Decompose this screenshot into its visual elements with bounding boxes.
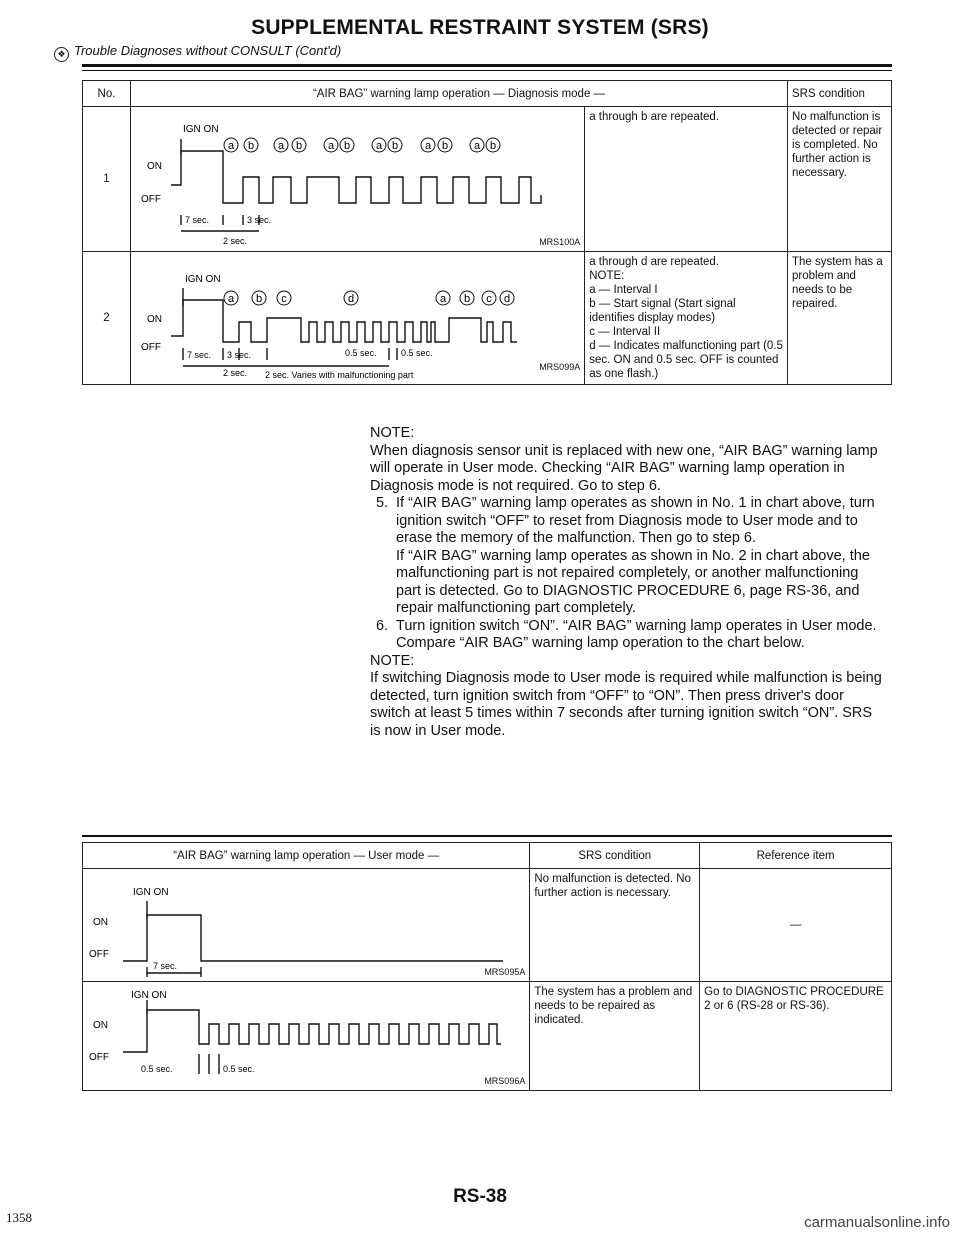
on-label: ON xyxy=(146,161,162,172)
time-label-2sec: 2 sec. xyxy=(222,236,247,246)
pulse-letter: b xyxy=(247,140,255,152)
ign-on-label: IGN ON xyxy=(182,124,219,135)
pulse-letter: b xyxy=(489,140,497,152)
srs-condition: No malfunction is detected or repair is completed. No further action is necessary. xyxy=(788,107,892,252)
note-heading: NOTE: xyxy=(370,652,415,669)
table-header-row xyxy=(83,843,892,869)
header-rule xyxy=(82,64,892,67)
col-header-reference: Reference item xyxy=(700,843,892,869)
pulse-letter: d xyxy=(503,293,511,305)
reference-item: — xyxy=(700,869,892,982)
ign-on-label: IGN ON xyxy=(133,887,169,898)
step-text: If “AIR BAG” warning lamp operates as shown in No. 1 in chart above, turn ignition switch “OFF” to reset from Diagnosis mode to User mode and to erase the memory of the malfunction. Then go to step 6. xyxy=(396,495,875,546)
off-label: OFF xyxy=(140,194,161,205)
time-label-05sec-a: 0.5 sec. xyxy=(344,348,377,358)
pulse-letter: b xyxy=(441,140,449,152)
row-number: 1 xyxy=(83,107,131,252)
pulse-letter: a xyxy=(227,293,235,305)
note-text: If switching Diagnosis mode to User mode is required while malfunction is being detected, turn ignition switch from “OFF” to “ON”. Then press driver's door switch at least 5 times within 7 seconds after turning ignition switch “ON”. SRS is now in User mode. xyxy=(370,670,882,739)
step-number: 6. xyxy=(376,617,389,634)
note-heading: NOTE: xyxy=(370,425,415,441)
watermark: carmanualsonline.info xyxy=(804,1214,950,1231)
on-label: ON xyxy=(93,917,108,928)
waveform-cell xyxy=(83,982,530,1091)
step-text: Turn ignition switch “ON”. “AIR BAG” warning lamp operates in User mode. Compare “AIR BAG” warning lamp operation to the chart below. xyxy=(396,617,877,651)
pulse-letter: a xyxy=(375,140,383,152)
col-header-no: No. xyxy=(83,81,131,107)
description-line: d — Indicates malfunctioning part (0.5 sec. ON and 0.5 sec. OFF is counted as one flash.) xyxy=(589,340,783,380)
ign-on-label: IGN ON xyxy=(131,990,167,1001)
user-waveform-1 xyxy=(83,869,531,981)
waveform-line xyxy=(123,1010,501,1052)
pulse-letter: b xyxy=(391,140,399,152)
time-label-7sec: 7 sec. xyxy=(184,215,209,225)
pulse-letter: a xyxy=(327,140,335,152)
time-label-3sec: 3 sec. xyxy=(226,350,251,360)
note-text: When diagnosis sensor unit is replaced with new one, “AIR BAG” warning lamp will operate in User mode. Checking “AIR BAG” warning lamp operation in Diagnosis mode is not required. Go to step 6. xyxy=(370,442,878,494)
description-cell xyxy=(585,107,788,252)
time-label-05sec-b: 0.5 sec. xyxy=(400,348,433,358)
step-number: 5. xyxy=(376,495,389,511)
step-5 xyxy=(370,495,882,548)
off-label: OFF xyxy=(140,342,161,353)
waveform-cell xyxy=(130,107,584,252)
diagram-code: MRS096A xyxy=(484,1076,526,1086)
off-label: OFF xyxy=(89,1052,109,1063)
description-cell xyxy=(585,252,788,385)
pulse-letter: c xyxy=(486,293,492,305)
col-header-condition: SRS condition xyxy=(530,843,700,869)
description-line: b — Start signal (Start signal identifies display modes) xyxy=(589,298,736,324)
on-label: ON xyxy=(93,1020,108,1031)
time-label-varies: 2 sec. Varies with malfunctioning part xyxy=(264,370,414,380)
time-label-7sec: 7 sec. xyxy=(153,961,178,971)
pulse-letter: d xyxy=(347,293,355,305)
diagnosis-waveform-2 xyxy=(131,252,586,382)
pulse-letter: b xyxy=(463,293,471,305)
waveform-cell xyxy=(83,869,530,982)
table2-top-rule xyxy=(82,835,892,837)
diagnosis-icon: ❖ xyxy=(54,47,69,62)
step-text: If “AIR BAG” warning lamp operates as shown in No. 2 in chart above, the malfunctioning part is not repaired completely, or another malfunctioning part is detected. Go to DIAGNOSTIC PROCEDURE 6, page RS-36, and repair malfunctioning part completely. xyxy=(396,547,870,616)
diagram-code: MRS100A xyxy=(539,237,581,247)
step-5-continued xyxy=(370,548,882,618)
srs-condition: No malfunction is detected. No further action is necessary. xyxy=(530,869,700,982)
waveform-line xyxy=(123,915,503,961)
waveform-line xyxy=(171,151,541,203)
pulse-letter: b xyxy=(343,140,351,152)
waveform-line xyxy=(171,300,517,342)
description-line: a through b are repeated. xyxy=(589,111,720,123)
time-label-2sec: 2 sec. xyxy=(222,368,247,378)
row-number: 2 xyxy=(83,252,131,385)
reference-item: Go to DIAGNOSTIC PROCEDURE 2 or 6 (RS-28 or RS-36). xyxy=(700,982,892,1091)
page-number: 1358 xyxy=(6,1210,32,1225)
pulse-letter: b xyxy=(295,140,303,152)
header-rule-thin xyxy=(82,70,892,71)
pulse-letter: b xyxy=(255,293,263,305)
page-subtitle xyxy=(54,43,341,62)
user-waveform-2 xyxy=(83,982,531,1090)
table-row xyxy=(83,252,892,385)
description-line: c — Interval II xyxy=(589,326,661,338)
description-line: a through d are repeated. xyxy=(589,256,720,268)
steps-list xyxy=(370,495,882,653)
subtitle-text: Trouble Diagnoses without CONSULT (Cont'd) xyxy=(74,43,342,58)
diagnosis-mode-table xyxy=(82,80,892,385)
col-header-condition: SRS condition xyxy=(788,81,892,107)
time-label-3sec: 3 sec. xyxy=(246,215,271,225)
user-mode-table xyxy=(82,842,892,1091)
pulse-letter: c xyxy=(281,293,287,305)
diagram-code: MRS095A xyxy=(484,967,526,977)
waveform-cell xyxy=(130,252,584,385)
description-line: a — Interval I xyxy=(589,284,658,296)
ign-on-label: IGN ON xyxy=(184,274,221,285)
col-header-operation: “AIR BAG” warning lamp operation — Diagnosis mode — xyxy=(130,81,787,107)
srs-condition: The system has a problem and needs to be repaired as indicated. xyxy=(530,982,700,1091)
pulse-letter: a xyxy=(439,293,447,305)
pulse-letter: a xyxy=(227,140,235,152)
page-title: SUPPLEMENTAL RESTRAINT SYSTEM (SRS) xyxy=(251,16,709,39)
step-6 xyxy=(370,618,882,653)
time-label-7sec: 7 sec. xyxy=(186,350,211,360)
diagnosis-waveform-1 xyxy=(131,107,586,251)
time-label-05sec-a: 0.5 sec. xyxy=(141,1064,173,1074)
pulse-letter: a xyxy=(473,140,481,152)
diagram-code: MRS099A xyxy=(539,362,581,372)
table-header-row xyxy=(83,81,892,107)
table-row xyxy=(83,982,892,1091)
time-label-05sec-b: 0.5 sec. xyxy=(223,1064,255,1074)
pulse-letter: a xyxy=(424,140,432,152)
off-label: OFF xyxy=(89,949,109,960)
pulse-letter: a xyxy=(277,140,285,152)
srs-condition: The system has a problem and needs to be repaired. xyxy=(788,252,892,385)
page-code: RS-38 xyxy=(453,1186,507,1207)
on-label: ON xyxy=(146,314,162,325)
description-line: NOTE: xyxy=(589,270,625,282)
table-row xyxy=(83,869,892,982)
table-row xyxy=(83,107,892,252)
col-header-operation: “AIR BAG” warning lamp operation — User mode — xyxy=(83,843,530,869)
note-section xyxy=(370,425,882,740)
